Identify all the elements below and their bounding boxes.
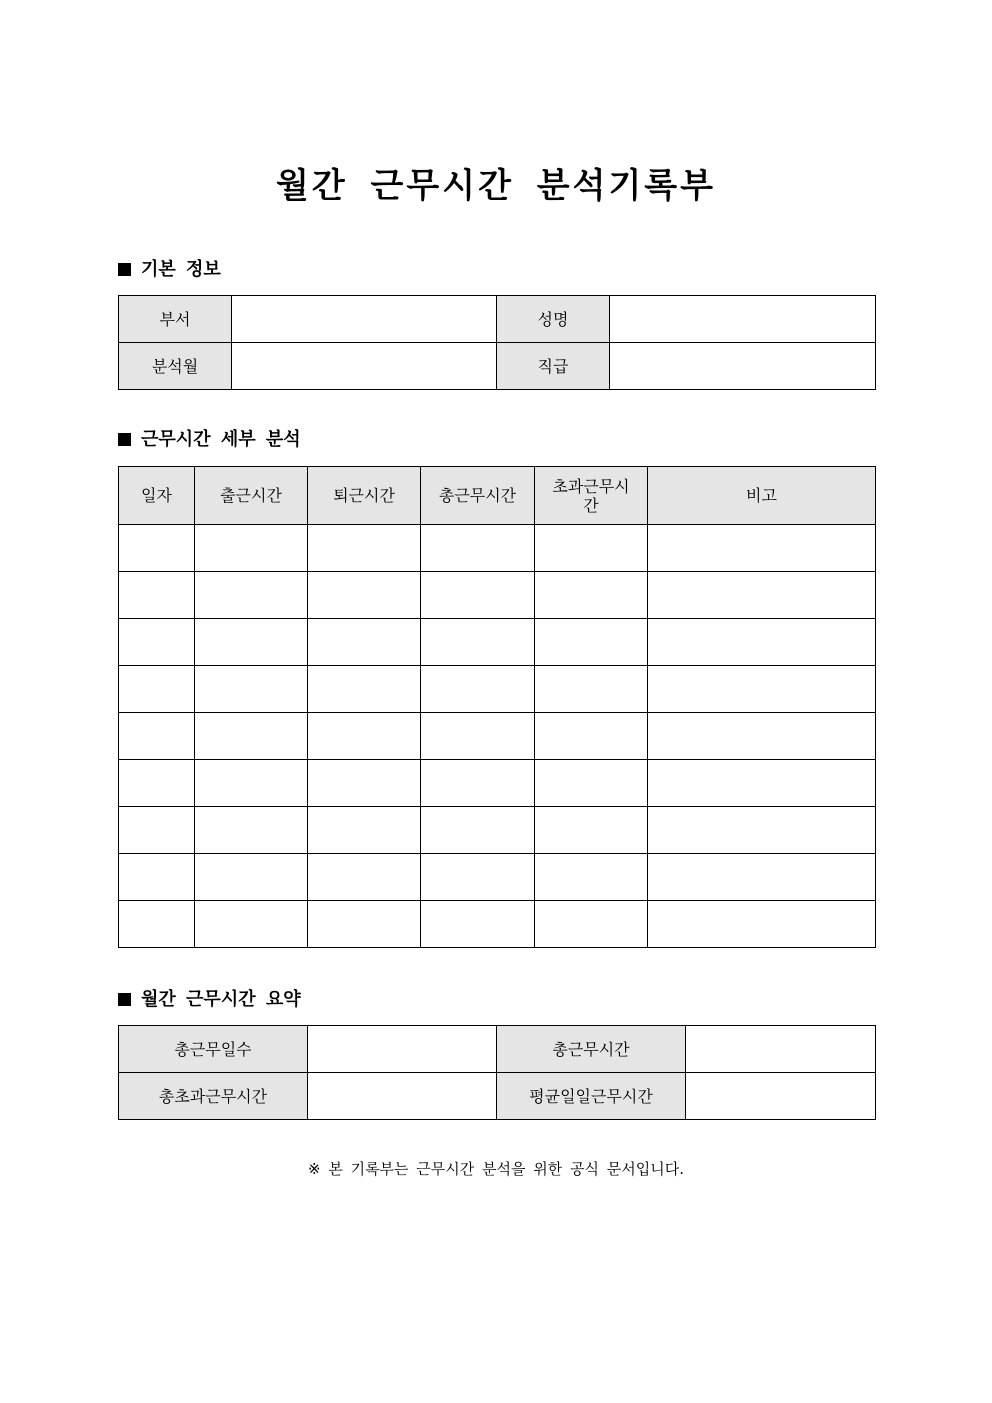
cell-total-hours[interactable] (421, 760, 535, 807)
cell-clock-out[interactable] (308, 525, 421, 572)
cell-total-hours[interactable] (421, 619, 535, 666)
table-row (119, 854, 876, 901)
cell-clock-out[interactable] (308, 901, 421, 948)
footer-note: ※ 본 기록부는 근무시간 분석을 위한 공식 문서입니다. (307, 1160, 684, 1178)
cell-date[interactable] (119, 901, 195, 948)
cell-overtime[interactable] (535, 572, 648, 619)
name-field[interactable] (610, 296, 876, 343)
cell-date[interactable] (119, 854, 195, 901)
analysis-month-label: 분석월 (119, 343, 232, 390)
cell-overtime[interactable] (535, 713, 648, 760)
cell-clock-in[interactable] (195, 760, 308, 807)
cell-date[interactable] (119, 666, 195, 713)
cell-overtime[interactable] (535, 760, 648, 807)
square-bullet-icon (118, 993, 131, 1006)
cell-clock-in[interactable] (195, 854, 308, 901)
basic-info-row (119, 343, 876, 390)
position-field[interactable] (610, 343, 876, 390)
cell-remarks[interactable] (648, 854, 876, 901)
cell-clock-in[interactable] (195, 807, 308, 854)
detail-header-row (119, 467, 876, 525)
cell-date[interactable] (119, 572, 195, 619)
cell-overtime[interactable] (535, 807, 648, 854)
column-header-remarks: 비고 (648, 467, 876, 525)
cell-date[interactable] (119, 713, 195, 760)
column-header-clock-in: 출근시간 (195, 467, 308, 525)
cell-remarks[interactable] (648, 901, 876, 948)
cell-date[interactable] (119, 760, 195, 807)
cell-remarks[interactable] (648, 807, 876, 854)
cell-clock-in[interactable] (195, 666, 308, 713)
basic-info-table (118, 295, 876, 390)
avg-daily-hours-field[interactable] (686, 1073, 876, 1120)
cell-clock-in[interactable] (195, 525, 308, 572)
table-row (119, 713, 876, 760)
summary-row (119, 1073, 876, 1120)
basic-info-row (119, 296, 876, 343)
total-overtime-label: 총초과근무시간 (119, 1073, 308, 1120)
table-row (119, 760, 876, 807)
column-header-date: 일자 (119, 467, 195, 525)
table-row (119, 807, 876, 854)
cell-clock-out[interactable] (308, 666, 421, 713)
page-title: 월간 근무시간 분석기록부 (276, 166, 716, 206)
cell-total-hours[interactable] (421, 572, 535, 619)
cell-remarks[interactable] (648, 525, 876, 572)
cell-overtime[interactable] (535, 619, 648, 666)
cell-overtime[interactable] (535, 854, 648, 901)
table-row (119, 666, 876, 713)
square-bullet-icon (118, 433, 131, 446)
square-bullet-icon (118, 263, 131, 276)
table-row (119, 619, 876, 666)
position-label: 직급 (497, 343, 610, 390)
cell-clock-out[interactable] (308, 713, 421, 760)
column-header-total-hours: 총근무시간 (421, 467, 535, 525)
cell-date[interactable] (119, 807, 195, 854)
cell-clock-out[interactable] (308, 854, 421, 901)
cell-clock-in[interactable] (195, 572, 308, 619)
summary-row (119, 1026, 876, 1073)
cell-total-hours[interactable] (421, 854, 535, 901)
total-work-hours-label: 총근무시간 (497, 1026, 686, 1073)
table-row (119, 525, 876, 572)
cell-clock-out[interactable] (308, 760, 421, 807)
column-header-clock-out: 퇴근시간 (308, 467, 421, 525)
detail-heading (118, 428, 301, 452)
table-row (119, 901, 876, 948)
cell-date[interactable] (119, 619, 195, 666)
cell-total-hours[interactable] (421, 713, 535, 760)
department-label: 부서 (119, 296, 232, 343)
cell-date[interactable] (119, 525, 195, 572)
cell-remarks[interactable] (648, 760, 876, 807)
cell-remarks[interactable] (648, 713, 876, 760)
cell-remarks[interactable] (648, 666, 876, 713)
total-work-days-field[interactable] (308, 1026, 497, 1073)
table-row (119, 572, 876, 619)
cell-overtime[interactable] (535, 525, 648, 572)
cell-clock-in[interactable] (195, 713, 308, 760)
cell-remarks[interactable] (648, 572, 876, 619)
detail-heading-text: 근무시간 세부 분석 (141, 429, 301, 450)
cell-clock-in[interactable] (195, 901, 308, 948)
total-overtime-field[interactable] (308, 1073, 497, 1120)
basic-info-heading (118, 258, 221, 282)
cell-overtime[interactable] (535, 901, 648, 948)
avg-daily-hours-label: 평균일일근무시간 (497, 1073, 686, 1120)
total-work-hours-field[interactable] (686, 1026, 876, 1073)
cell-clock-out[interactable] (308, 807, 421, 854)
cell-total-hours[interactable] (421, 901, 535, 948)
name-label: 성명 (497, 296, 610, 343)
total-work-days-label: 총근무일수 (119, 1026, 308, 1073)
basic-info-heading-text: 기본 정보 (141, 259, 221, 280)
cell-total-hours[interactable] (421, 807, 535, 854)
department-field[interactable] (232, 296, 497, 343)
cell-clock-out[interactable] (308, 572, 421, 619)
cell-clock-in[interactable] (195, 619, 308, 666)
cell-overtime[interactable] (535, 666, 648, 713)
summary-heading (118, 988, 301, 1012)
cell-remarks[interactable] (648, 619, 876, 666)
cell-total-hours[interactable] (421, 525, 535, 572)
detail-table (118, 466, 876, 948)
column-header-overtime: 초과근무시간 (535, 467, 648, 525)
summary-heading-text: 월간 근무시간 요약 (141, 989, 301, 1010)
analysis-month-field[interactable] (232, 343, 497, 390)
cell-total-hours[interactable] (421, 666, 535, 713)
cell-clock-out[interactable] (308, 619, 421, 666)
summary-table (118, 1025, 876, 1120)
